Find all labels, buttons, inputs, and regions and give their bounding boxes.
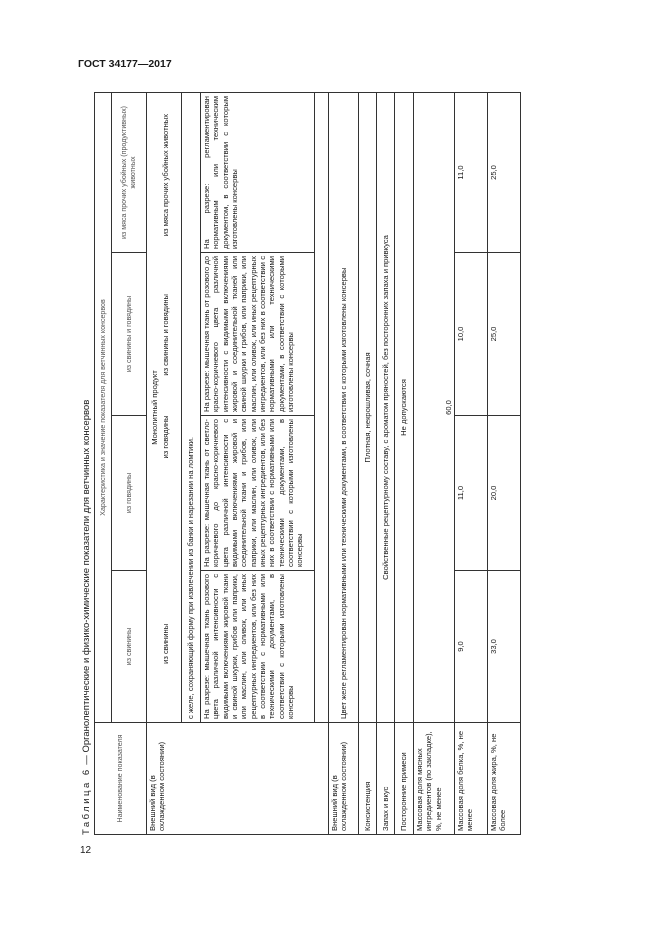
appearance-cut-pork-beef: На разрезе: мышечная ткань от розового до красно-коричневого цвета различной интенсивности с видимыми включениями жировой и соединительной тканей или свиной шкурки и грибов, или паприки, или маслин, или оливок, или иных рецептурных ингредиентов, или без них в соответствии с нормативными или техническими документами, в соответствии с которыми изготовлены консервы [201, 253, 315, 416]
header-param-name: Наименование показателя [95, 723, 147, 835]
fat-pork-beef: 25,0 [488, 253, 521, 416]
page-number: 12 [80, 845, 92, 856]
caption-text: — Органолептические и физико-химические показатели для ветчинных консервов [81, 399, 92, 768]
appearance-cut-other: На разрезе: регламентирован нормативным или техническим документом, в соответствии с которым изготовлены консервы [201, 93, 315, 253]
indicators-table [94, 92, 521, 835]
impurities-label: Посторонние примеси [395, 723, 414, 835]
document-code: ГОСТ 34177—2017 [78, 58, 172, 70]
appearance-cut-pork: На разрезе: мышечная ткань розового цвета различной интенсивности с видимыми включениями жировой ткани и свиной шкурки, грибов или паприки, или маслин, или оливок, или иных рецептурных ингредиентов, или без них в соответствии с нормативными или техническими документами, в соответствии с которыми изготовлены консервы [201, 571, 315, 723]
protein-other: 11,0 [455, 93, 488, 253]
protein-beef: 11,0 [455, 416, 488, 571]
header-pork: из свинины [112, 571, 147, 723]
protein-pork-beef: 10,0 [455, 253, 488, 416]
smell-label: Запах и вкус [377, 723, 395, 835]
impurities-value: Не допускаются [395, 93, 414, 723]
fat-label: Массовая доля жира, %, не более [488, 723, 521, 835]
appearance-sub-other: из мяса прочих убойных животных [161, 113, 171, 237]
appearance-shape: с желе, сохраняющий форму при извлечении из банки и нарезании на ломтики. [182, 93, 201, 723]
smell-value: Свойственные рецептурному составу, с ароматом пряностей, без посторонних запаха и привкуса [377, 93, 395, 723]
meat-share-label: Массовая доля мясных ингредиентов (по закладке), %, не менее [414, 723, 455, 835]
appearance-label: Внешний вид (в охлажденном состоянии) [147, 723, 329, 835]
consistency-label: Консистенция [359, 723, 377, 835]
caption-label: Таблица 6 [81, 767, 92, 835]
appearance-sub-pork: из свинины [161, 623, 171, 664]
appearance2-label: Внешний вид (в охлажденном состоянии) [329, 723, 359, 835]
fat-pork: 33,0 [488, 571, 521, 723]
consistency-value: Плотная, некрошливая, сочная [359, 93, 377, 723]
rotated-table-region [81, 93, 601, 835]
meat-share-value: 60,0 [414, 93, 455, 723]
table-caption [81, 400, 92, 835]
appearance-merged: Монолитный продукт [150, 370, 159, 445]
appearance-sub-pork-beef: из свинины и говядины [161, 293, 171, 376]
header-pork-beef: из свинины и говядины [112, 253, 147, 416]
header-group: Характеристика и значение показателя для ветчинных консервов [95, 93, 112, 723]
appearance-cut-beef: На разрезе: мышечная ткань от светло-коричневого до красно-коричневого цвета различной интенсивности с видимыми включениями жировой и соединительной ткани и грибов, или паприки, или маслин, или оливок, или иных рецептурных ингредиентов, или без них в соответствии с нормативными или техническими документами, в соответствии с которыми изготовлены консервы [201, 416, 315, 571]
appearance-sub-beef: из говядины [161, 415, 171, 459]
protein-pork: 9,0 [455, 571, 488, 723]
fat-beef: 20,0 [488, 416, 521, 571]
header-beef: из говядины [112, 416, 147, 571]
header-other: из мяса прочих убойных (продуктивных) животных [112, 93, 147, 253]
appearance2-value: Цвет желе регламентирован нормативными или техническими документами, в соответствии с которыми изготовлены консервы [329, 93, 359, 723]
fat-other: 25,0 [488, 93, 521, 253]
protein-label: Массовая доля белка, %, не менее [455, 723, 488, 835]
